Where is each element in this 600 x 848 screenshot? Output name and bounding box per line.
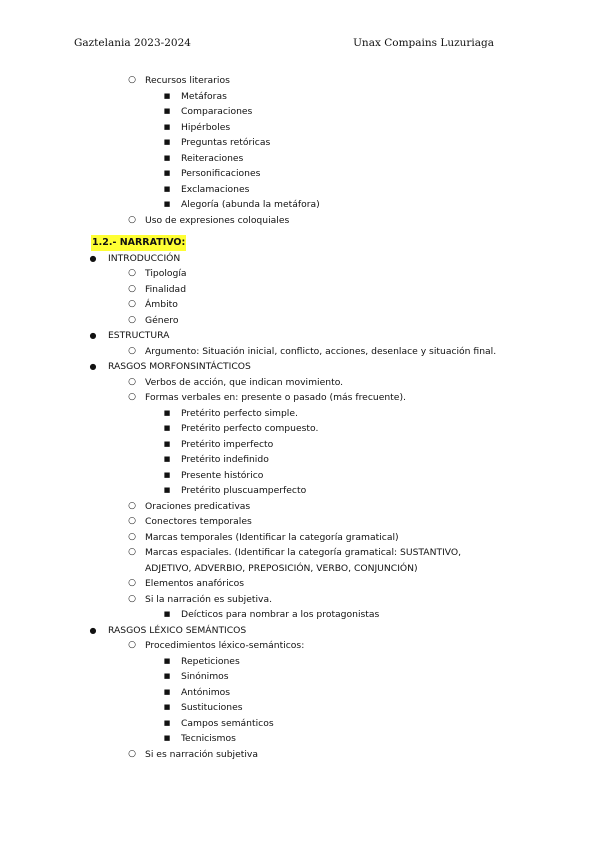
main-outline-list: [0, 251, 600, 763]
list-item-text: Pretérito imperfecto: [181, 438, 274, 450]
bullet-icon: ■: [163, 107, 171, 115]
list-item-text: Oraciones predicativas: [145, 500, 251, 512]
bullet-icon: ○: [128, 578, 136, 588]
bullet-icon: ○: [128, 75, 136, 85]
bullet-icon: ■: [163, 424, 171, 432]
list-item: [0, 437, 600, 453]
bullet-icon: ■: [163, 703, 171, 711]
list-item-text: Pretérito pluscuamperfecto: [181, 485, 307, 496]
bullet-icon: ○: [128, 392, 136, 402]
list-item-text: Pretérito perfecto compuesto.: [181, 423, 319, 434]
list-item-text: Conectores temporales: [145, 516, 252, 527]
bullet-icon: ○: [128, 268, 136, 278]
bullet-icon: ○: [128, 516, 136, 526]
list-item-text: Finalidad: [145, 283, 187, 295]
bullet-icon: ○: [128, 283, 136, 294]
list-item: [0, 182, 600, 198]
document-body: [0, 73, 600, 762]
bullet-icon: ○: [128, 748, 136, 759]
bullet-icon: ■: [163, 734, 171, 742]
list-item: [0, 468, 600, 484]
bullet-icon: ○: [128, 640, 136, 650]
list-item-text: Recursos literarios: [145, 75, 230, 86]
list-item-text: Deícticos para nombrar a los protagonistas: [181, 609, 380, 620]
section-title-text: 1.2.- NARRATIVO:: [91, 235, 186, 251]
list-item: [0, 452, 600, 468]
bullet-icon: ■: [163, 408, 171, 417]
bullet-icon: ■: [163, 439, 171, 448]
list-item: [0, 213, 600, 229]
list-item-text: Procedimientos léxico-semánticos:: [145, 640, 305, 651]
list-item: [0, 266, 600, 282]
list-item: [0, 359, 600, 375]
list-item-text: Campos semánticos: [181, 717, 274, 729]
bullet-icon: ■: [163, 122, 171, 131]
list-item-text: Reiteraciones: [181, 152, 244, 164]
list-item: [0, 120, 600, 136]
list-item-text: Tecnicismos: [181, 733, 236, 744]
list-item: [0, 576, 600, 592]
list-item-text: Marcas temporales (Identificar la categoría gramatical): [145, 531, 399, 543]
list-item-text: Hipérboles: [181, 121, 231, 133]
bullet-icon: ○: [128, 593, 136, 604]
list-item: [0, 514, 600, 530]
list-item: [0, 328, 600, 344]
list-item: [0, 297, 600, 313]
list-item: [0, 104, 600, 120]
bullet-icon: ○: [128, 531, 136, 542]
list-item-text: RASGOS LÉXICO SEMÁNTICOS: [108, 624, 247, 636]
list-item-text: Ámbito: [145, 299, 178, 310]
list-item: [0, 151, 600, 167]
list-item: [0, 499, 600, 515]
list-item: [0, 731, 600, 747]
list-item: [0, 421, 600, 437]
bullet-icon: ○: [128, 547, 136, 557]
list-item: [0, 313, 600, 329]
bullet-icon: ■: [163, 169, 171, 177]
list-item: [0, 669, 600, 685]
list-item-text: Alegoría (abunda la metáfora): [181, 199, 320, 210]
page-header: [74, 37, 494, 51]
list-item-text: Metáforas: [181, 90, 227, 102]
list-item: [0, 483, 600, 499]
list-item-text: Antónimos: [181, 686, 231, 698]
list-item-text: Presente histórico: [181, 469, 264, 481]
list-item-text: Tipología: [145, 268, 187, 279]
bullet-icon: ■: [163, 184, 171, 193]
list-item: [0, 592, 600, 608]
bullet-icon: ■: [163, 718, 171, 727]
list-item-text: Comparaciones: [181, 106, 253, 117]
list-item-text: Repeticiones: [181, 655, 240, 667]
list-item: [0, 623, 600, 639]
bullet-icon: ○: [128, 214, 136, 225]
list-item: [0, 344, 600, 360]
list-item: [0, 607, 600, 623]
list-item: [0, 282, 600, 298]
list-item-text: Elementos anafóricos: [145, 578, 245, 589]
header-course: Gaztelania 2023-2024: [74, 37, 191, 49]
list-item-text: Preguntas retóricas: [181, 137, 271, 148]
list-item: [0, 390, 600, 406]
list-item-text: Sinónimos: [181, 671, 229, 682]
bullet-icon: ○: [128, 500, 136, 511]
bullet-icon: ○: [128, 376, 136, 387]
bullet-icon: ○: [128, 299, 136, 309]
list-item: [0, 716, 600, 732]
list-item-text: Personificaciones: [181, 168, 261, 179]
header-author: Unax Compains Luzuriaga: [353, 37, 494, 49]
list-item: [0, 406, 600, 422]
list-item-text: Pretérito indefinido: [181, 454, 269, 465]
bullet-icon: ■: [163, 672, 171, 680]
bullet-icon: ■: [163, 610, 171, 618]
bullet-icon: ●: [89, 331, 97, 340]
bullet-icon: ■: [163, 91, 171, 100]
list-item-text: Verbos de acción, que indican movimiento.: [145, 376, 344, 388]
list-item: [0, 530, 600, 546]
list-item-text: Género: [145, 314, 179, 326]
list-item-text: INTRODUCCIÓN: [108, 252, 181, 264]
bullet-icon: ■: [163, 200, 171, 208]
list-item-text: Marcas espaciales. (Identificar la categoría gramatical: SUSTANTIVO, ADJETIVO, ADVERBIO, PREPOSICIÓN, VERBO, CONJUNCIÓN): [145, 547, 462, 574]
list-item-text: Uso de expresiones coloquiales: [145, 214, 290, 226]
list-item: [0, 166, 600, 182]
list-item: [0, 73, 600, 89]
bullet-icon: ■: [163, 656, 171, 665]
list-item: [0, 685, 600, 701]
bullet-icon: ■: [163, 486, 171, 494]
list-item-text: Si es narración subjetiva: [145, 748, 258, 760]
section-title: [0, 235, 600, 251]
bullet-icon: ■: [163, 687, 171, 696]
bullet-icon: ■: [163, 470, 171, 479]
list-item-text: Argumento: Situación inicial, conflicto, acciones, desenlace y situación final.: [145, 345, 497, 357]
list-item: [0, 700, 600, 716]
list-item: [0, 135, 600, 151]
list-item: [0, 545, 600, 576]
top-outline-list: [0, 73, 600, 228]
list-item-text: Pretérito perfecto simple.: [181, 407, 298, 419]
list-item-text: ESTRUCTURA: [108, 330, 170, 341]
list-item: [0, 375, 600, 391]
list-item: [0, 251, 600, 267]
bullet-icon: ●: [89, 625, 97, 635]
list-item-text: Exclamaciones: [181, 183, 250, 195]
bullet-icon: ■: [163, 455, 171, 463]
list-item-text: RASGOS MORFONSINTÁCTICOS: [108, 361, 251, 372]
bullet-icon: ●: [89, 362, 97, 371]
list-item: [0, 747, 600, 763]
list-item-text: Sustituciones: [181, 702, 243, 713]
bullet-icon: ■: [163, 153, 171, 162]
list-item: [0, 654, 600, 670]
list-item: [0, 638, 600, 654]
list-item: [0, 89, 600, 105]
bullet-icon: ■: [163, 138, 171, 146]
bullet-icon: ○: [128, 314, 136, 325]
list-item-text: Formas verbales en: presente o pasado (más frecuente).: [145, 392, 406, 403]
list-item: [0, 197, 600, 213]
bullet-icon: ●: [89, 253, 97, 263]
list-item-text: Si la narración es subjetiva.: [145, 593, 273, 605]
bullet-icon: ○: [128, 345, 136, 356]
